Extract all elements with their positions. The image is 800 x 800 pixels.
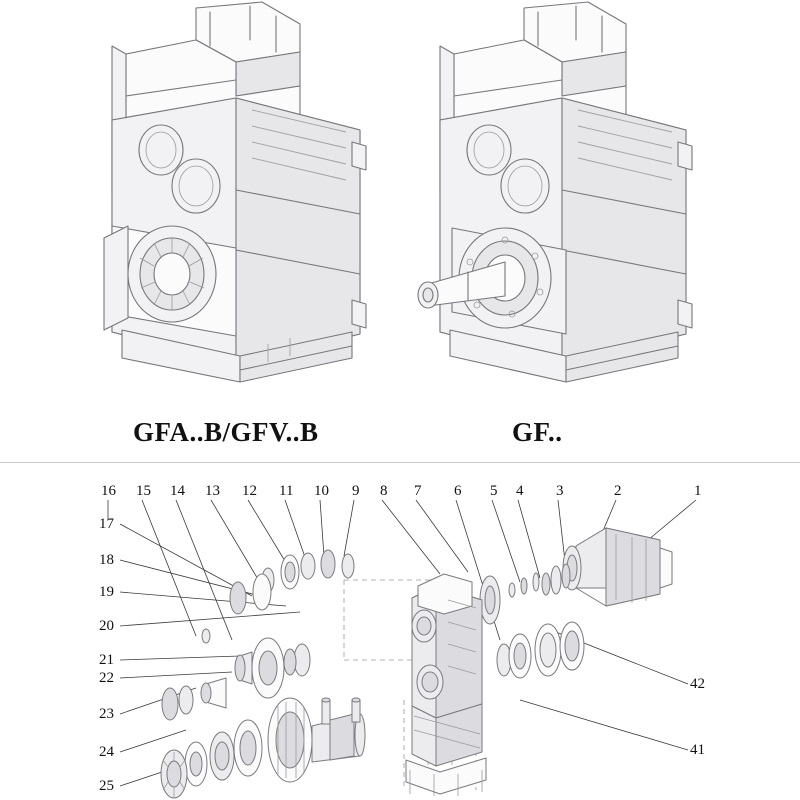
part-housing-body [406,574,486,794]
callout-42: 42 [690,676,705,692]
figure-caption-left: GFA..B/GFV..B [133,417,319,447]
part-motor-unit [563,528,672,606]
part-ring-stack-upper [202,550,354,643]
callout-19: 19 [99,584,114,600]
callout-22: 22 [99,670,114,686]
callout-15: 15 [136,483,151,499]
callout-16: 16 [101,483,116,499]
callout-5: 5 [490,483,498,499]
callout-23: 23 [99,706,114,722]
part-output-gear-assembly [161,698,365,798]
callout-24: 24 [99,744,114,760]
callout-41: 41 [690,742,705,758]
callout-3: 3 [556,483,564,499]
callout-21: 21 [99,652,114,668]
callout-9: 9 [352,483,360,499]
callout-10: 10 [314,483,329,499]
callout-17: 17 [99,516,114,532]
callout-14: 14 [170,483,185,499]
callout-13: 13 [205,483,220,499]
callout-7: 7 [414,483,422,499]
callout-2: 2 [614,483,622,499]
callout-4: 4 [516,483,524,499]
callout-8: 8 [380,483,388,499]
callout-20: 20 [99,618,114,634]
part-rings-right [480,564,584,678]
callout-12: 12 [242,483,257,499]
callout-25: 25 [99,778,114,794]
figure-caption-right: GF.. [512,417,563,447]
callout-6: 6 [454,483,462,499]
callout-1: 1 [694,483,702,499]
callout-18: 18 [99,552,114,568]
callout-11: 11 [279,483,294,499]
